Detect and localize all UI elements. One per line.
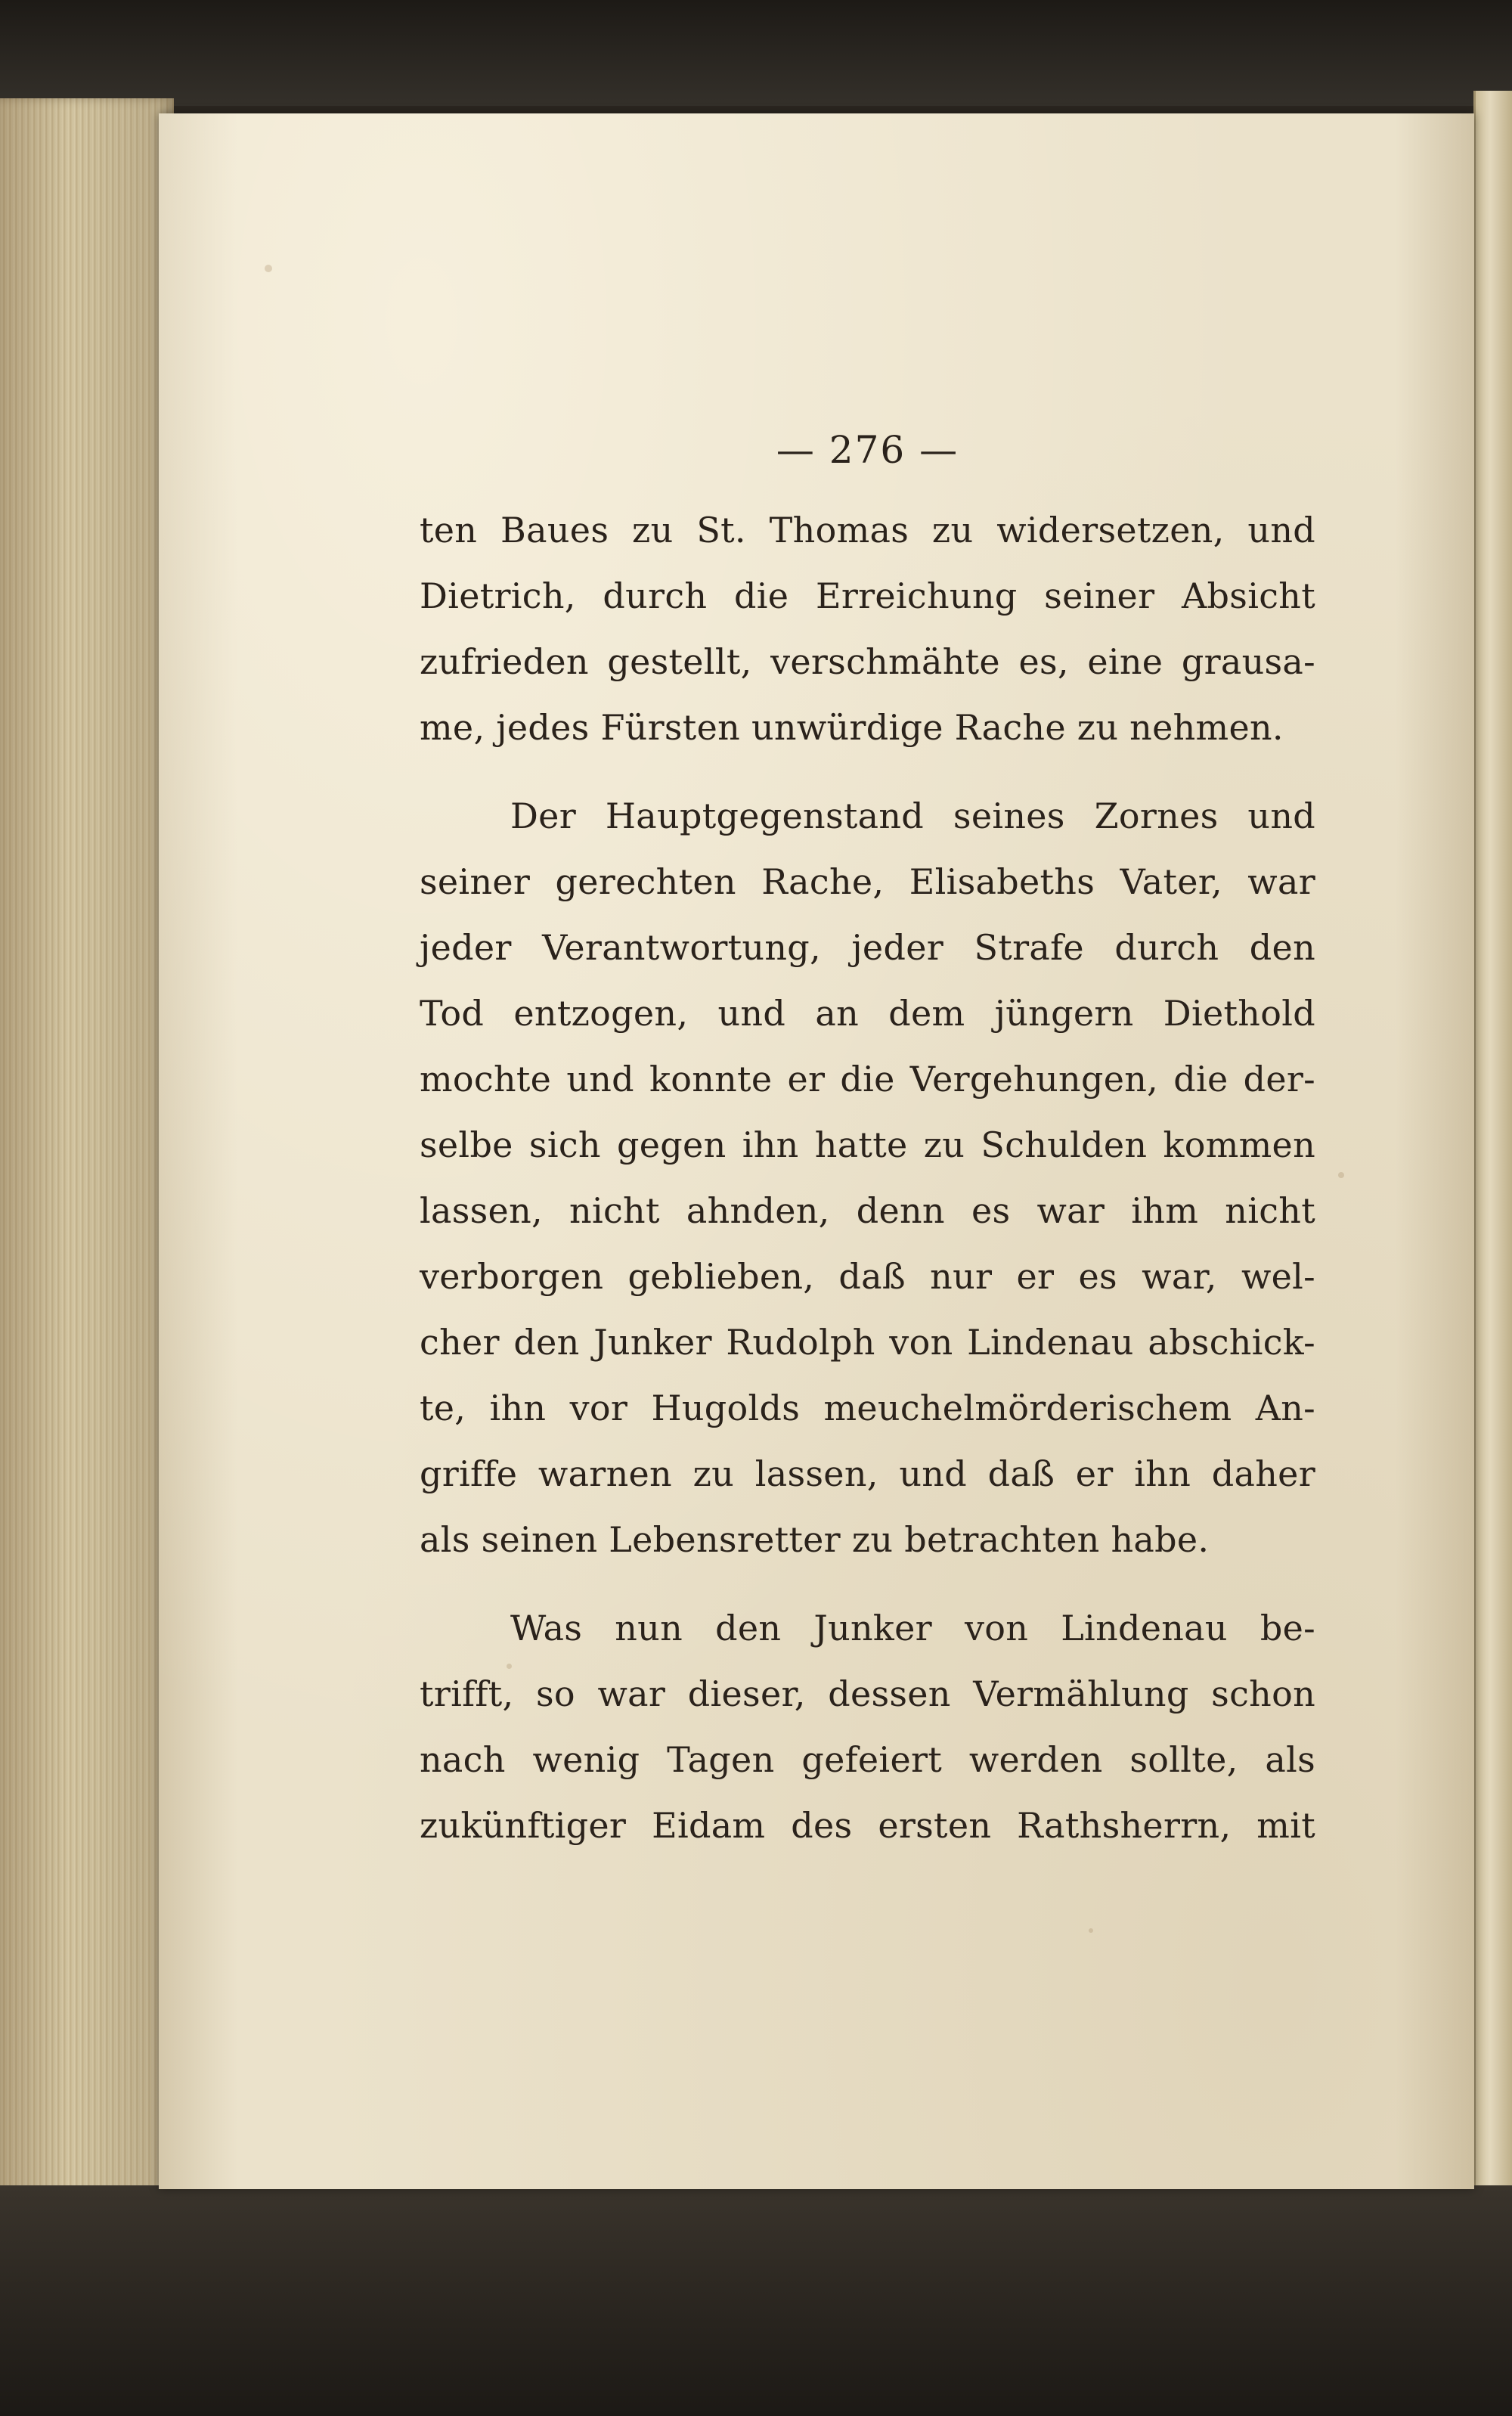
foxing-spot [265, 265, 272, 272]
text-line: Tod entzogen, und an dem jüngern Diethold [420, 993, 1315, 1034]
text-line: mochte und konnte er die Vergehungen, die der- [420, 1059, 1315, 1099]
paragraph-1 [420, 498, 1315, 761]
book-cover-top [0, 0, 1512, 106]
page-number: — 276 — [776, 428, 959, 472]
text-line: Was nun den Junker von Lindenau be- [510, 1608, 1315, 1648]
text-line: nach wenig Tagen gefeiert werden sollte, als [420, 1739, 1315, 1780]
text-line: jeder Verantwortung, jeder Strafe durch den [420, 927, 1315, 968]
text-line: lassen, nicht ahnden, denn es war ihm nicht [420, 1190, 1315, 1231]
text-line: me, jedes Fürsten unwürdige Rache zu nehmen. [420, 707, 1284, 748]
text-line: te, ihn vor Hugolds meuchelmörderischem An- [420, 1388, 1315, 1428]
page-edges-left [0, 98, 174, 2200]
text-line: zufrieden gestellt, verschmähte es, eine grausa- [420, 641, 1315, 682]
text-line: selbe sich gegen ihn hatte zu Schulden kommen [420, 1124, 1315, 1165]
text-line: verborgen geblieben, daß nur er es war, wel- [420, 1256, 1315, 1297]
text-line: griffe warnen zu lassen, und daß er ihn daher [420, 1453, 1315, 1494]
book-cover-bottom [0, 2185, 1512, 2416]
text-line: seiner gerechten Rache, Elisabeths Vater, war [420, 861, 1315, 902]
text-line: trifft, so war dieser, dessen Vermählung schon [420, 1673, 1315, 1714]
text-line: Der Hauptgegenstand seines Zornes und [510, 796, 1315, 836]
text-line: ten Baues zu St. Thomas zu widersetzen, und [420, 510, 1315, 551]
text-line: zukünftiger Eidam des ersten Rathsherrn, mit [420, 1805, 1315, 1846]
text-line: cher den Junker Rudolph von Lindenau abschick- [420, 1322, 1315, 1363]
page-edge-right [1473, 91, 1512, 2284]
page-text [420, 416, 1315, 1881]
foxing-spot [1338, 1172, 1344, 1178]
paragraph-2 [420, 783, 1315, 1573]
foxing-spot [1089, 1928, 1093, 1933]
paragraph-3 [420, 1596, 1315, 1859]
text-line: Dietrich, durch die Erreichung seiner Absicht [420, 575, 1315, 616]
text-line: als seinen Lebensretter zu betrachten habe. [420, 1519, 1210, 1560]
